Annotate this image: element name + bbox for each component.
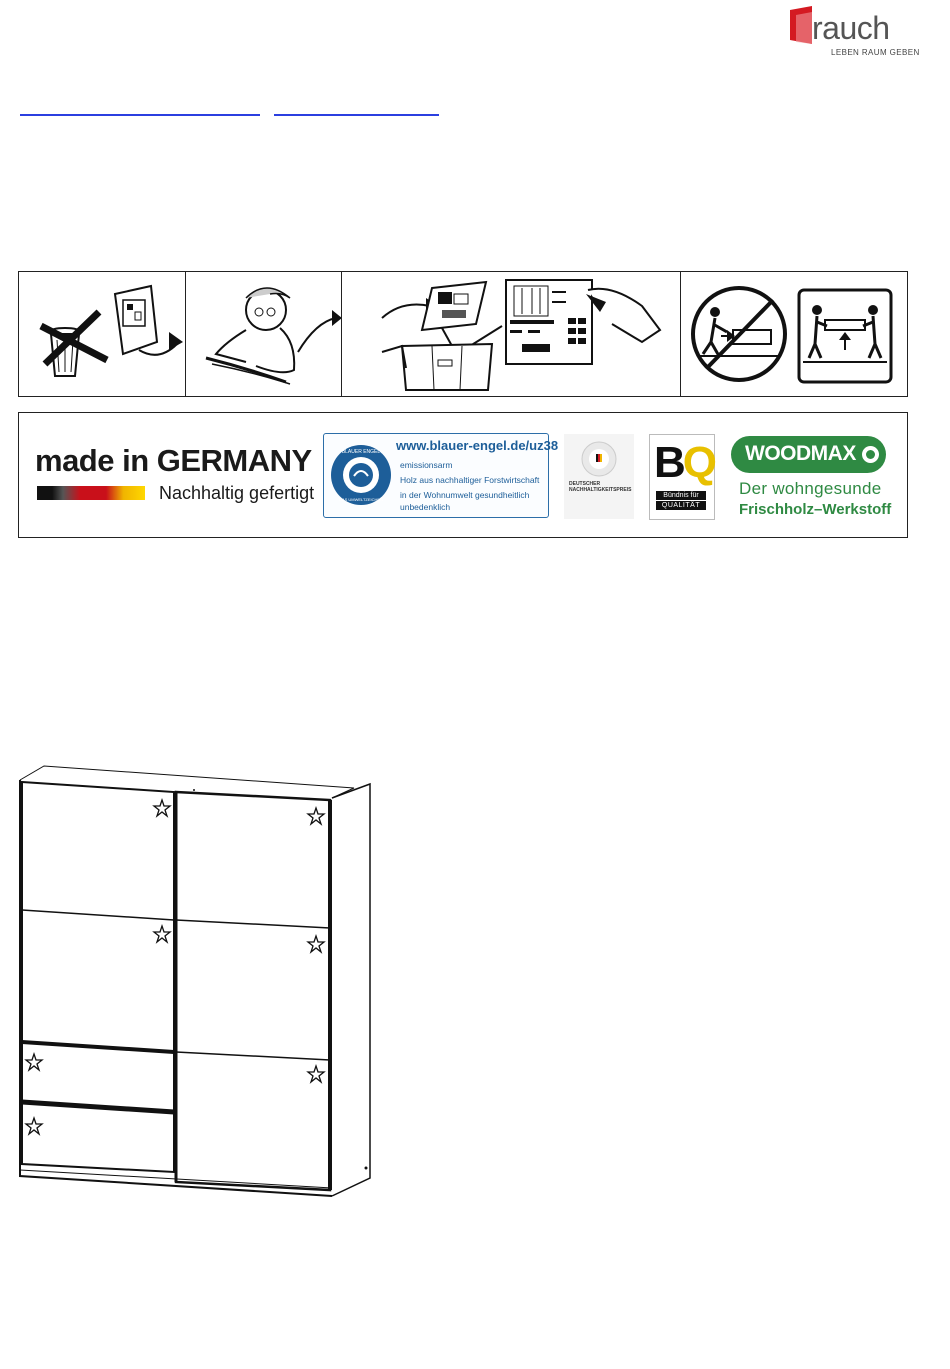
instruction-panel-1: [19, 272, 186, 396]
blue-angel-label: [323, 433, 559, 518]
blue-angel-ring-bottom: DAS UMWELTZEICHEN: [339, 497, 383, 502]
woodmax-logo: [731, 436, 886, 473]
brand-logo: [788, 2, 920, 64]
woodmax-label: WOODMAX: [745, 442, 856, 465]
keep-manual-icon: [342, 272, 680, 396]
instruction-panel-3: [342, 272, 681, 396]
care-instructions-strip: [18, 271, 908, 397]
instruction-panel-2: [186, 272, 342, 396]
no-trash-icon: [19, 272, 185, 396]
certification-strip: [18, 412, 908, 538]
woodmax-line-2: Frischholz–Werkstoff: [739, 501, 892, 518]
link-underline-2[interactable]: [274, 114, 439, 116]
blue-angel-ring-top: BLAUER ENGEL: [341, 449, 381, 455]
made-in-germany-title: made in GERMANY: [35, 443, 312, 478]
sustainability-award-badge: [564, 434, 634, 519]
woodmax-line-1: Der wohngesunde: [739, 479, 882, 498]
award-sphere-icon: [580, 440, 618, 478]
award-line-1: DEUTSCHER: [569, 481, 601, 487]
bq-line-2: QUALITÄT: [656, 501, 706, 510]
made-in-germany-subtitle: Nachhaltig gefertigt: [159, 483, 315, 503]
bq-letter-q: Q: [682, 438, 715, 487]
blue-angel-item: in der Wohnumwelt gesundheitlich: [400, 490, 530, 500]
blue-angel-item: unbedenklich: [400, 502, 451, 512]
blue-angel-item: Holz aus nachhaltiger Forstwirtschaft: [400, 475, 540, 485]
carry-together-icon: [797, 288, 893, 384]
logo-wordmark: rauch: [812, 10, 890, 46]
blue-angel-seal-icon: [330, 440, 392, 510]
blue-angel-url: www.blauer-engel.de/uz38: [396, 438, 559, 453]
unpack-icon: [186, 272, 341, 396]
bq-line-1: Bündnis für: [656, 491, 706, 500]
bq-letters: [654, 439, 714, 487]
instruction-panel-4: [681, 272, 907, 396]
bq-quality-badge: [649, 434, 715, 520]
germany-flag-bar: [37, 486, 145, 500]
logo-tagline: LEBEN RAUM GEBEN: [831, 48, 920, 57]
woodmax-dot-icon: [862, 446, 879, 463]
award-line-2: NACHHALTIGKEITSPREIS: [569, 487, 632, 493]
wardrobe-illustration: [14, 758, 374, 1203]
bq-letter-b: B: [654, 438, 683, 487]
link-underline-1[interactable]: [20, 114, 260, 116]
blue-angel-item: emissionsarm: [400, 460, 453, 470]
